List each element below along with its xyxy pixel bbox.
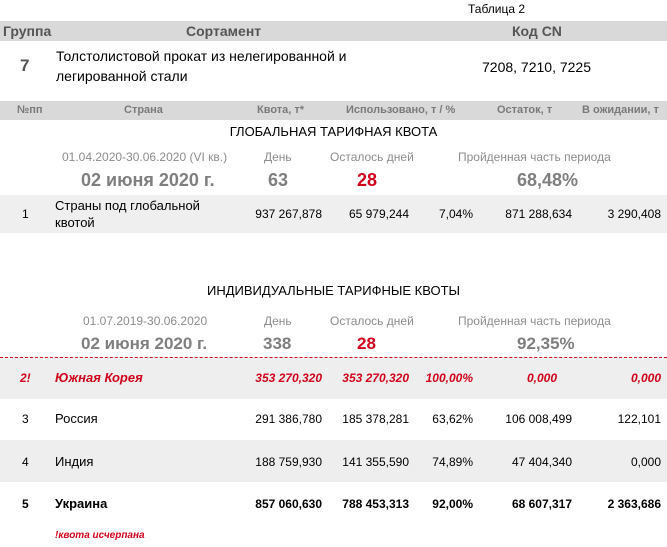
group-description-line1: Толстолистовой прокат из нелегированной и [56, 48, 347, 64]
row-num: 5 [22, 497, 29, 511]
col-remaining-header: Остаток, т [497, 104, 553, 116]
individual-days-left-value: 28 [357, 334, 376, 353]
row-remaining: 0,000 [526, 371, 557, 385]
group-description [56, 46, 347, 86]
row-num: 3 [22, 412, 29, 426]
individual-days-left-label: Осталось дней [330, 314, 414, 328]
global-row-country-line2: квотой [55, 215, 95, 230]
col-country-header: Страна [124, 104, 163, 116]
global-row-country-line1: Страны под глобальной [55, 198, 200, 213]
group-header-bar [0, 21, 667, 41]
global-days-left-value: 28 [357, 170, 378, 190]
individual-period: 01.07.2019-30.06.2020 [83, 314, 208, 328]
col-pending-header: В ожидании, т [582, 104, 659, 116]
global-row-num: 1 [22, 207, 29, 221]
row-quota: 291 386,780 [255, 412, 322, 426]
global-day-label: День [264, 150, 292, 164]
row-num: 2! [20, 371, 31, 385]
row-remaining: 47 404,340 [511, 455, 572, 469]
footnote-exhausted: !квота исчерпана [55, 530, 145, 541]
col-quota-header: Квота, т* [257, 104, 305, 116]
global-row-percent: 7,04% [438, 207, 473, 221]
row-percent: 92,00% [432, 497, 473, 511]
row-num: 4 [22, 455, 29, 469]
individual-date: 02 июня 2020 г. [81, 334, 208, 353]
row-percent: 100,00% [425, 371, 473, 385]
row-used: 353 270,320 [342, 371, 409, 385]
individual-quota-title: ИНДИВИДУАЛЬНЫЕ ТАРИФНЫЕ КВОТЫ [206, 283, 461, 298]
global-period: 01.04.2020-30.06.2020 (VI кв.) [62, 150, 228, 164]
global-date: 02 июня 2020 г. [81, 170, 215, 190]
individual-day-label: День [264, 314, 292, 328]
global-row-used: 65 979,244 [348, 207, 409, 221]
column-header-bar [0, 101, 667, 120]
row-pending: 122,101 [617, 412, 661, 426]
row-quota: 857 060,630 [255, 497, 322, 511]
row-quota: 353 270,320 [255, 371, 322, 385]
cn-codes: 7208, 7210, 7225 [482, 59, 591, 75]
row-remaining: 106 008,499 [505, 412, 572, 426]
global-elapsed-value: 68,48% [517, 170, 579, 190]
individual-elapsed-value: 92,35% [517, 334, 575, 353]
row-quota: 188 759,930 [255, 455, 322, 469]
row-country: Россия [55, 411, 98, 426]
row-country: Южная Корея [55, 370, 143, 385]
group-description-line2: легированной стали [56, 68, 188, 84]
row-percent: 74,89% [432, 455, 473, 469]
global-row-pending: 3 290,408 [607, 207, 661, 221]
individual-elapsed-label: Пройденная часть периода [458, 314, 611, 328]
row-used: 788 453,313 [342, 497, 409, 511]
row-country: Индия [55, 454, 94, 469]
row-pending: 0,000 [630, 371, 661, 385]
col-used-header: Использовано, т / % [346, 104, 456, 116]
group-number: 7 [20, 56, 30, 75]
row-percent: 63,62% [432, 412, 473, 426]
individual-day-value: 338 [263, 334, 292, 353]
global-day-value: 63 [268, 170, 289, 190]
global-row-remaining: 871 288,634 [505, 207, 572, 221]
row-divider [0, 357, 667, 358]
row-pending: 0,000 [630, 455, 661, 469]
cn-code-header-label: Код CN [512, 23, 562, 39]
global-quota-title: ГЛОБАЛЬНАЯ ТАРИФНАЯ КВОТА [229, 124, 438, 139]
row-pending: 2 363,686 [607, 497, 661, 511]
global-elapsed-label: Пройденная часть периода [458, 150, 611, 164]
global-row-quota: 937 267,878 [255, 207, 322, 221]
row-used: 141 355,590 [342, 455, 409, 469]
assortment-header-label: Сортамент [186, 23, 262, 39]
global-row-country [55, 197, 200, 231]
col-num-header: №пп [17, 104, 43, 116]
row-used: 185 378,281 [342, 412, 409, 426]
row-remaining: 68 607,317 [511, 497, 572, 511]
global-days-left-label: Осталось дней [330, 150, 414, 164]
table-label: Таблица 2 [468, 2, 526, 16]
row-country: Украина [55, 496, 108, 511]
group-header-label: Группа [3, 23, 52, 39]
